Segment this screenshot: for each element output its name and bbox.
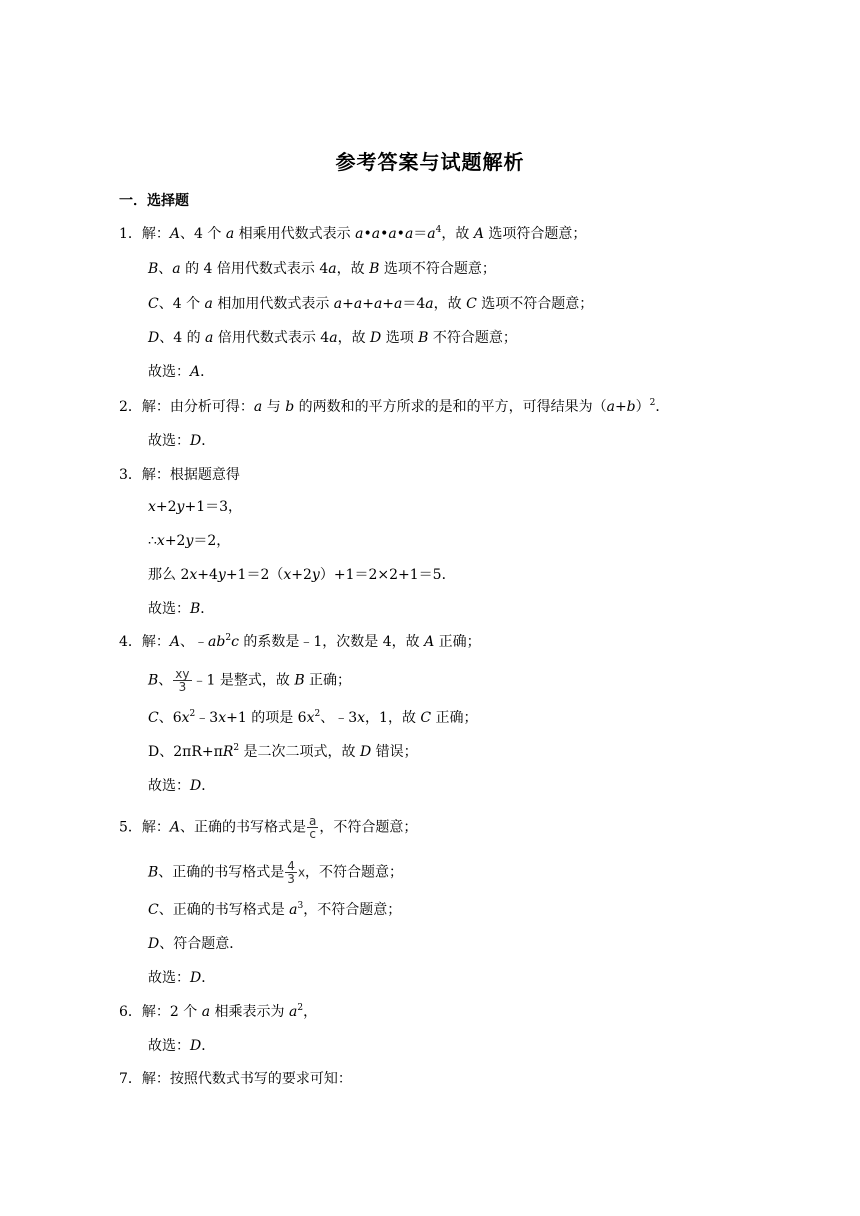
q1-line-1: 1．解：A、4 个 a 相乘用代数式表示 $a•a•a•a=a^4$，故 A 选项符合题意； xyxy=(119,225,587,242)
q5-line-3: C、正确的书写格式是 $a^3$，不符合题意； xyxy=(148,901,402,918)
fraction-4-over-3: $\frac{4}{3}$ xyxy=(287,859,295,886)
q3-line-1: 3．解：根据题意得 xyxy=(119,467,240,483)
q5-line-1: 5．解：A、正确的书写格式是 $\frac{a}{c}$ ，不符合题意； xyxy=(119,814,418,841)
q7-line-1: 7．解：按照代数式书写的要求可知： xyxy=(119,1071,352,1087)
q4-line-4: D、$2\pi R+\pi R^2$ 是二次二项式，故 D 错误； xyxy=(148,743,418,760)
q4-line-3: C、$6x^2﹣3x+1$ 的项是 $6x^2$、﹣3x，1，故 C 正确； xyxy=(148,709,478,726)
q3-line-4: 那么 2x+4y+1＝2（x+2y）+1＝2×2+1＝5． xyxy=(148,567,456,583)
q1-answer: 故选：A． xyxy=(148,364,215,380)
q3-line-2: x+2y+1＝3， xyxy=(148,499,243,515)
q5-line-4: D、符合题意． xyxy=(148,936,244,952)
q6-line-1: 6．解：2 个 a 相乘表示为 $a^2$， xyxy=(119,1003,318,1020)
q5-line-2: B、正确的书写格式是 $\frac{4}{3}$ x，不符合题意； xyxy=(148,859,404,886)
q4-line-2: B、 $\frac{xy}{3}$ ﹣1 是整式，故 B 正确； xyxy=(148,667,352,694)
q4-answer: 故选：D． xyxy=(148,778,216,794)
q1-line-4: D、4 的 a 倍用代数式表示 4a，故 D 选项 B 不符合题意； xyxy=(148,330,517,346)
q2-answer: 故选：D． xyxy=(148,433,216,449)
fraction-xy-over-3: $\frac{xy}{3}$ xyxy=(175,667,190,694)
q1-line-3: C、4 个 a 相加用代数式表示 a+a+a+a＝4a，故 C 选项不符合题意； xyxy=(148,296,594,312)
section-heading: 一．选择题 xyxy=(119,193,189,209)
fraction-a-over-c: $\frac{a}{c}$ xyxy=(309,814,317,841)
q3-answer: 故选：B． xyxy=(148,601,215,617)
q2-line-1: 2．解：由分析可得：a 与 b 的两数和的平方所求的是和的平方，可得结果为$(a+b)^2$． xyxy=(119,398,670,415)
q6-answer: 故选：D． xyxy=(148,1038,216,1054)
q3-line-3: ∴x+2y＝2， xyxy=(148,533,231,549)
q1-line-2: B、a 的 4 倍用代数式表示 4a，故 B 选项不符合题意； xyxy=(148,261,496,277)
page-title: 参考答案与试题解析 xyxy=(335,150,525,174)
q5-answer: 故选：D． xyxy=(148,970,216,986)
q4-line-1: 4．解：A、$﹣ab^2c$ 的系数是﹣1，次数是 4，故 A 正确； xyxy=(119,633,481,650)
